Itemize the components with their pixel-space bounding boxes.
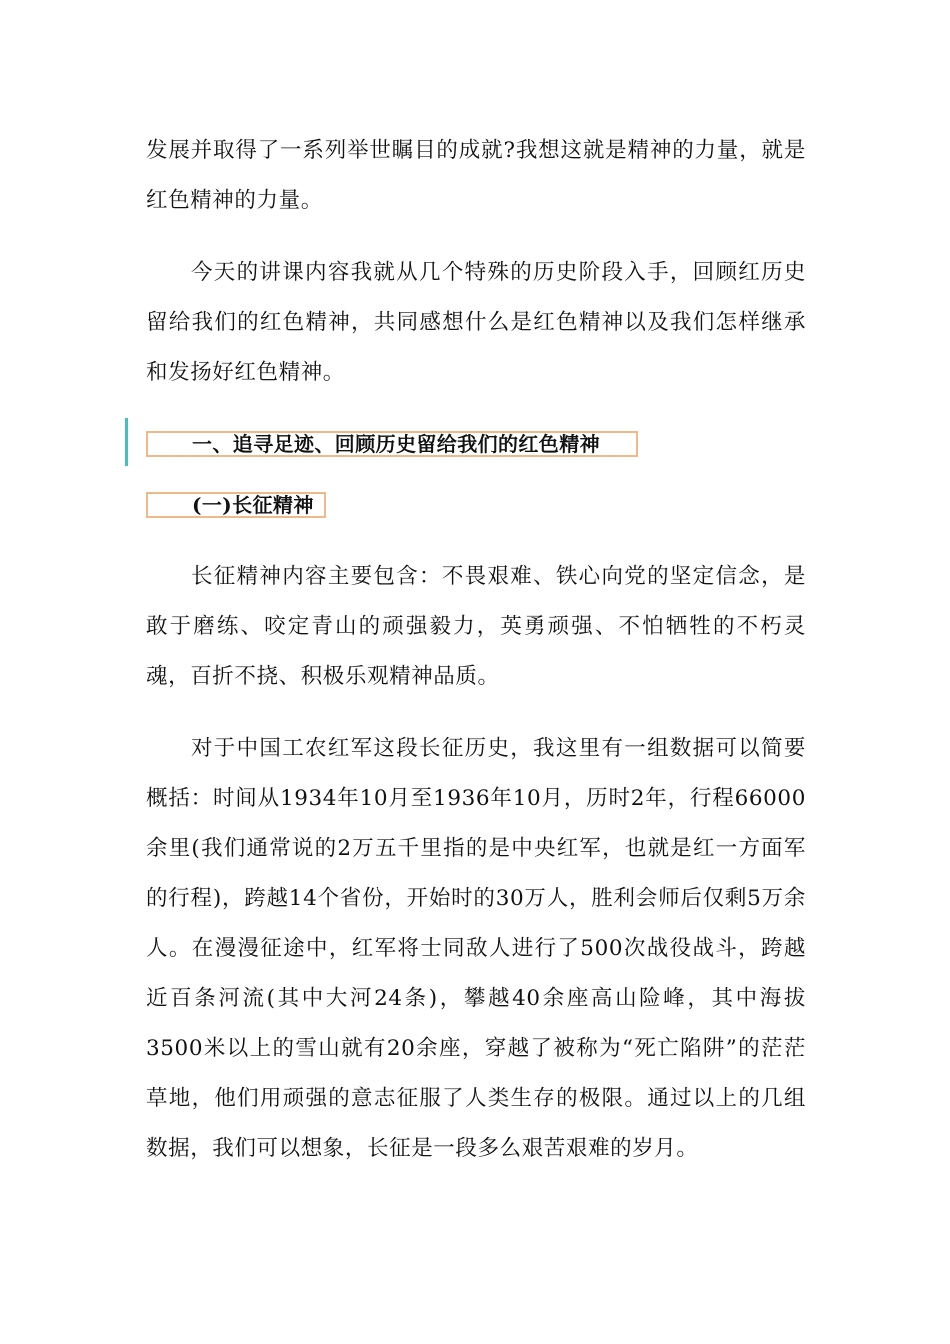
paragraph-long-march-spirit: 长征精神内容主要包含：不畏艰难、铁心向党的坚定信念，是敢于磨练、咬定青山的顽强毅力，英勇顽强、不怕牺牲的不朽灵魂，百折不挠、积极乐观精神品质。 <box>146 564 806 689</box>
heading-accent-bar <box>125 418 128 466</box>
paragraph-long-march-data: 对于中国工农红军这段长征历史，我这里有一组数据可以简要概括：时间从1934年10月至1936年10月，历时2年，行程66000余里(我们通常说的2万五千里指的是中央红军，也就是红一方面军的行程)，跨越14个省份，开始时的30万人，胜利会师后仅剩5万余人。在漫漫征途中，红军将士同敌人进行了500次战役战斗，跨越近百条河流(其中大河24条)，攀越40余座高山险峰，其中海拔3500米以上的雪山就有20余座，穿越了被称为“死亡陷阱”的茫茫草地，他们用顽强的意志征服了人类生存的极限。通过以上的几组数据，我们可以想象，长征是一段多么艰苦艰难的岁月。 <box>146 736 806 1161</box>
section-heading: 一、追寻足迹、回顾历史留给我们的红色精神 <box>146 431 638 457</box>
paragraph-continuation: 发展并取得了一系列举世瞩目的成就?我想这就是精神的力量，就是红色精神的力量。 <box>146 138 806 213</box>
subsection-heading: (一)长征精神 <box>146 492 326 518</box>
paragraph-intro: 今天的讲课内容我就从几个特殊的历史阶段入手，回顾红历史留给我们的红色精神，共同感想什么是红色精神以及我们怎样继承和发扬好红色精神。 <box>146 260 806 385</box>
